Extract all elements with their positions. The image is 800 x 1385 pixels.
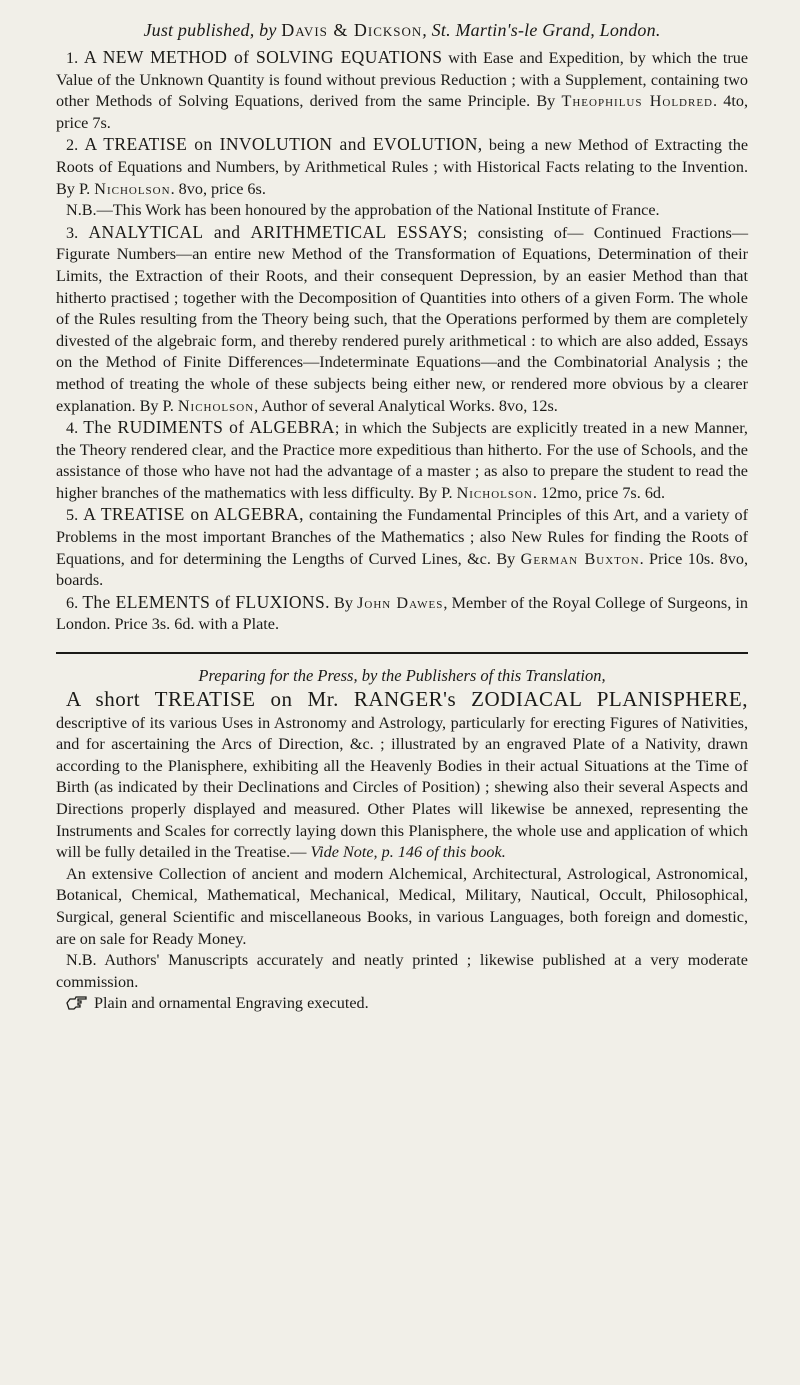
header-address: , St. Martin's-le Grand, London.: [422, 20, 661, 40]
header-publishers: Davis & Dickson: [281, 20, 423, 40]
entry-title: ANALYTICAL and ARITHMETICAL ESSAYS: [88, 221, 463, 242]
entry-author: Nicholson: [456, 483, 533, 502]
book-entry-4: 4. The RUDIMENTS of ALGEBRA; in which the Subjects are explicitly treated in a new Manner, the Theory rendered clear, and the Practice more expeditious than hitherto. For the use of Schools, and the assistance of those who have not had the advantage of a master ; as also to prepare the student to read the higher branches of the mathematics with less difficulty. By P. Nicholson. 12mo, price 7s. 6d.: [56, 417, 748, 502]
collection-notice: An extensive Collection of ancient and modern Alchemical, Architectural, Astrological, Astronomical, Botanical, Chemical, Mathematical, Mechanical, Medical, Military, Nautical, Occult, Philosophical, Surgical, general Scientific and miscellaneous Books, in various Languages, both foreign and domestic, are on sale for Ready Money.: [56, 864, 748, 948]
book-entry-3: 3. ANALYTICAL and ARITHMETICAL ESSAYS; consisting of— Continued Fractions—Figurate Numbers—an entire new Method of the Transformation of Equations, Determination of their Limits, the Extraction of their Roots, and their consequent Depression, by an easier Method than that hitherto practised ; together with the Decomposition of Quantities into others of a given Form. The whole of the Rules resulting from the Theory being such, that the Operations performed by them are completely divested of the algebraic form, and thereby rendered purely arithmetical : to which are also added, Essays on the Method of Finite Differences—Indeterminate Equations—and the Combinatorial Analysis ; the method of treating the whole of these subjects being either new, or rendered more obvious by a clearer explanation. By P. Nicholson, Author of several Analytical Works. 8vo, 12s.: [56, 221, 749, 415]
entry-title: A NEW METHOD of SOLVING EQUATIONS: [84, 47, 443, 67]
entry-title: The ELEMENTS of FLUXIONS.: [82, 591, 330, 612]
entry-author: Nicholson: [94, 179, 171, 198]
book-entry-1: 1. A NEW METHOD of SOLVING EQUATIONS with Ease and Expedition, by which the true Value of the Unknown Quantity is found without previous Reduction ; with a Supplement, containing two other Methods of Solving Equations, derived from the same Principle. By Theophilus Holdred. 4to, price 7s.: [56, 47, 749, 132]
treatise-title: A short TREATISE on Mr. RANGER's ZODIACAL PLANISPHERE,: [66, 687, 748, 712]
header-prefix: Just published, by: [143, 20, 282, 40]
pointing-hand-icon: [66, 996, 88, 1010]
vide-note: Vide Note, p. 146 of this book.: [310, 843, 506, 862]
entry-author: German Buxton: [520, 549, 640, 568]
engraving-notice: Plain and ornamental Engraving executed.: [56, 993, 748, 1015]
entry-title: A TREATISE on ALGEBRA,: [83, 504, 304, 525]
preparing-heading: Preparing for the Press, by the Publishers of this Translation,: [198, 666, 606, 686]
planisphere-treatise: A short TREATISE on Mr. RANGER's ZODIACAL PLANISPHERE, descriptive of its various Uses in Astronomy and Astrology, particularly for erecting Figures of Nativities, and for ascertaining the Arcs of Direction, &c. ; illustrated by an engraved Plate of a Nativity, drawn according to the Planisphere, exhibiting all the Heavenly Bodies in their actual Situations at the Time of Birth (as indicated by their Declinations and Circles of Position) ; shewing also their several Aspects and Directions properly displayed and measured. Other Plates will likewise be annexed, representing the Instruments and Scales for correctly laying down this Planisphere, the whole use and application of which will be fully detailed in the Treatise.— Vide Note, p. 146 of this book.: [56, 687, 748, 862]
section-divider: [56, 652, 748, 654]
institute-note: N.B.—This Work has been honoured by the approbation of the National Institute of France.: [66, 201, 660, 220]
entry-title: The RUDIMENTS of ALGEBRA: [83, 417, 335, 438]
entry-author: Nicholson: [177, 396, 255, 415]
book-entry-5: 5. A TREATISE on ALGEBRA, containing the Fundamental Principles of this Art, and a variety of Problems in the most important Branches of the Mathematics ; also New Rules for finding the Roots of Equations, and for determining the Lengths of Curved Lines, &c. By German Buxton. Price 10s. 8vo, boards.: [56, 504, 749, 590]
entry-author: Theophilus Holdred: [561, 92, 713, 111]
book-entry-2: 2. A TREATISE on INVOLUTION and EVOLUTION, being a new Method of Extracting the Roots of Equations and Numbers, by Arithmetical Rules ; with Historical Facts relating to the Invention. By P. Nicholson. 8vo, price 6s.: [56, 134, 749, 198]
entry-title: A TREATISE on INVOLUTION and EVOLUTION,: [84, 134, 483, 155]
publisher-header: [56, 20, 748, 41]
manuscripts-note: N.B. Authors' Manuscripts accurately and neatly printed ; likewise published at a very moderate commission.: [56, 951, 748, 991]
entry-author: John Dawes: [357, 593, 444, 612]
book-entry-6: 6. The ELEMENTS of FLUXIONS. By John Dawes, Member of the Royal College of Surgeons, in London. Price 3s. 6d. with a Plate.: [56, 591, 748, 634]
